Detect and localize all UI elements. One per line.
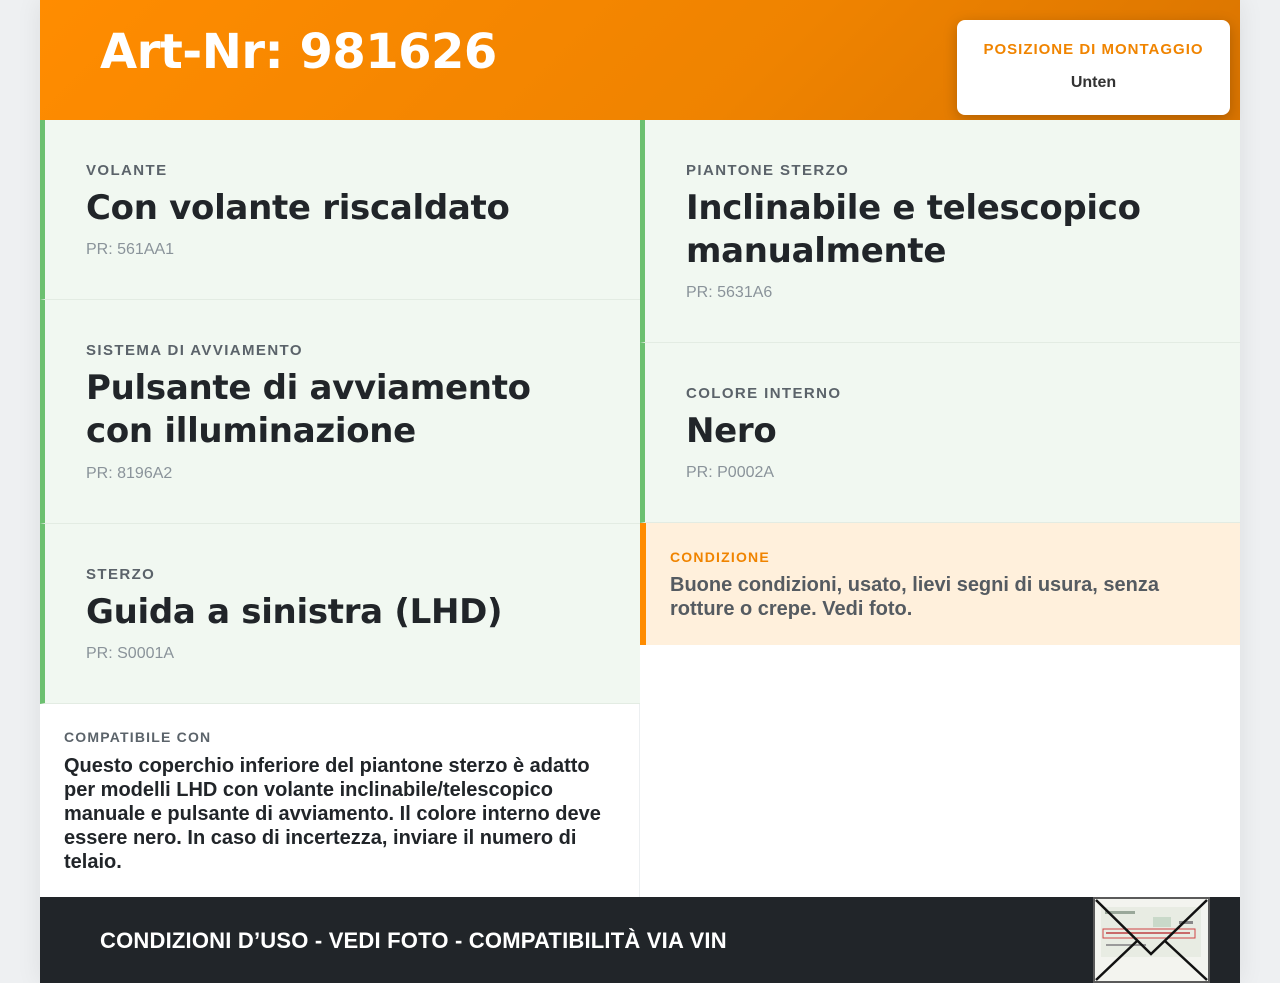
spec-category: PIANTONE STERZO: [686, 162, 850, 179]
article-number-title: Art-Nr: 981626: [100, 24, 497, 80]
spec-category: SISTEMA DI AVVIAMENTO: [86, 342, 303, 359]
spec-value: Inclinabile e telescopico manualmente: [686, 188, 1141, 271]
spec-card-piantone: [640, 120, 1240, 343]
spec-category: STERZO: [86, 566, 156, 583]
compatibility-section: [40, 704, 640, 897]
mounting-position-value: Unten: [1070, 74, 1117, 91]
spec-value: Con volante riscaldato: [86, 188, 510, 228]
spec-category: COLORE INTERNO: [686, 385, 842, 402]
spec-pr-code: PR: 561AA1: [86, 241, 175, 258]
spec-pr-code: PR: P0002A: [686, 464, 775, 481]
footer-bar: [40, 897, 1240, 983]
spec-category: VOLANTE: [86, 162, 168, 179]
spec-card-volante: [40, 120, 640, 300]
spec-value: Guida a sinistra (LHD): [86, 592, 503, 632]
spec-pr-code: PR: 5631A6: [686, 284, 773, 301]
condition-label: CONDIZIONE: [670, 549, 770, 565]
spec-card-colore: [640, 343, 1240, 523]
footer-text: CONDIZIONI D’USO - VEDI FOTO - COMPATIBILITÀ VIA VIN: [100, 928, 727, 953]
product-sheet: [40, 0, 1240, 983]
header-bar: [40, 0, 1240, 120]
condition-box: [640, 523, 1240, 645]
compatibility-label: COMPATIBILE CON: [64, 729, 212, 745]
vin-photo-envelope-icon[interactable]: [1093, 897, 1210, 983]
compatibility-text: Questo coperchio inferiore del piantone sterzo è adatto per modelli LHD con volante inclinabile/telescopico manuale e pulsante di avviamento. Il colore interno deve essere nero. In caso di incertezza, inviare il numero di telaio.: [64, 755, 601, 873]
mounting-position-card: [957, 20, 1230, 115]
spec-pr-code: PR: S0001A: [86, 645, 175, 662]
spec-card-sterzo: [40, 524, 640, 704]
envelope-thumbnail-graphic: [1095, 899, 1208, 981]
condition-text: Buone condizioni, usato, lievi segni di usura, senza rotture o crepe. Vedi foto.: [670, 574, 1159, 620]
mounting-position-label: POSIZIONE DI MONTAGGIO: [983, 41, 1204, 58]
spec-value: Pulsante di avviamento con illuminazione: [86, 368, 531, 451]
spec-value: Nero: [686, 411, 777, 451]
spec-pr-code: PR: 8196A2: [86, 465, 173, 482]
spec-card-avviamento: [40, 300, 640, 524]
